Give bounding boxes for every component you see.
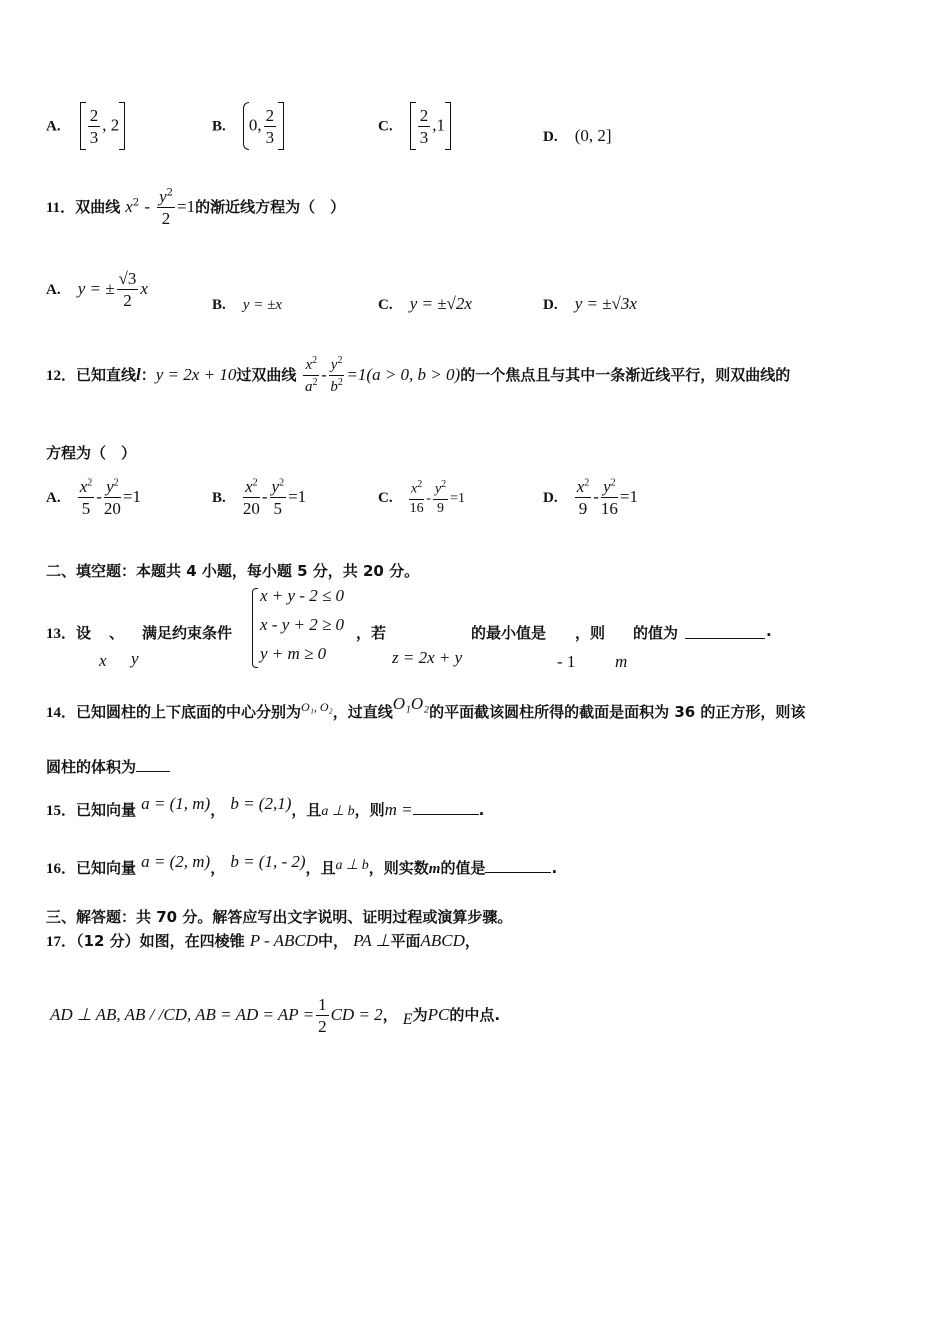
q17-stem: 17．（12 分）如图，在四棱锥 P - ABCD中， PA ⊥平面ABCD， (46, 931, 480, 950)
q15-answer-blank (413, 800, 479, 815)
q13-constraint-2: x - y + 2 ≥ 0 (260, 615, 345, 634)
q11-option-b: B. y = ±x (212, 297, 283, 313)
q13-period: . (766, 622, 772, 640)
q13-stem: 13．设 、 满足约束条件 (46, 624, 233, 642)
q13-min-value: - 1 (557, 652, 576, 671)
q11-option-d: D. y = ±√3x (543, 294, 637, 313)
q12-option-d: D. $\frac{x^2}{9}$ - $\frac{y^2}{16}$ =1 (543, 477, 638, 518)
q14-answer-blank (136, 757, 170, 772)
q16-answer-blank (485, 858, 551, 873)
q10-option-c: C. $\frac{2}{3}$ ,1 (378, 102, 451, 150)
q13-answer-blank (685, 622, 765, 639)
q13-var-x: x (99, 651, 107, 670)
q12-option-c: C. $\frac{x^2}{16}$ - $\frac{y^2}{9}$ =1 (378, 479, 466, 516)
bracket-right (119, 102, 125, 150)
q13-constraint-brace (252, 588, 258, 668)
section-3-heading: 三、解答题：共 70 分。解答应写出文字说明、证明过程或演算步骤。 (46, 908, 513, 926)
q14-stem-line2: 圆柱的体积为 (46, 756, 170, 777)
bracket-right (445, 102, 451, 150)
q12-stem-line2: 方程为（ ） (46, 444, 137, 462)
q10-option-d: D. (0, 2] (543, 126, 612, 145)
q16-stem: 16．已知向量 a = (2, m)， b = (1, - 2)，且a ⊥ b，则实数m的值是 . (46, 852, 558, 877)
q10-option-b: B. 0, $\frac{2}{3}$ (212, 102, 284, 150)
q11-stem: 11．双曲线 $x^2$ - $\frac{y^2}{2}$ =1的渐近线方程为（ ） (46, 187, 346, 228)
q13-var-m: m (615, 652, 628, 671)
q13-constraint-1: x + y - 2 ≤ 0 (260, 586, 345, 605)
q13-text-min: 的最小值是 (471, 624, 547, 642)
q11-option-a: A. y = ± $\frac{√3}{2}$ x (46, 269, 148, 310)
q13-constraint-3: y + m ≥ 0 (260, 644, 327, 663)
section-2-heading: 二、填空题：本题共 4 小题，每小题 5 分，共 20 分。 (46, 562, 420, 580)
q13-z-expr: z = 2x + y (392, 648, 463, 667)
q15-stem: 15．已知向量 a = (1, m)， b = (2,1)，且a ⊥ b，则m = . (46, 794, 485, 819)
q10-option-a: A. $\frac{2}{3}$ , 2 (46, 102, 125, 150)
bracket-left (80, 102, 86, 150)
q13-var-y: y (131, 649, 139, 668)
q14-stem: 14．已知圆柱的上下底面的中心分别为$^{O_1, O_2}$，过直线O₁O₂的平面截该圆柱所得的截面是面积为 36 的正方形，则该 (46, 694, 806, 721)
q13-text-then: ，则 (575, 624, 606, 642)
q12-stem: 12．已知直线l：y = 2x + 10过双曲线 $\frac{x^2}{a^2}$ - $\frac{y^2}{b^2}$ =1(a > 0, b > 0)的一个焦点且与其中一条渐近线平行，则双曲线的 (46, 355, 791, 395)
q12-option-a: A. $\frac{x^2}{5}$ - $\frac{y^2}{20}$ =1 (46, 477, 141, 518)
bracket-right (278, 102, 284, 150)
q17-conditions: AD ⊥ AB, AB / /CD, AB = AD = AP = $\frac{1}{2}$ CD = 2， E为PC的中点. (50, 995, 501, 1036)
q13-text-value: 的值为 (633, 624, 679, 642)
q11-option-c: C. y = ±√2x (378, 294, 472, 313)
q12-option-b: B. $\frac{x^2}{20}$ - $\frac{y^2}{5}$ =1 (212, 477, 307, 518)
q13-text-if: ，若 (356, 624, 387, 642)
bracket-left (410, 102, 416, 150)
